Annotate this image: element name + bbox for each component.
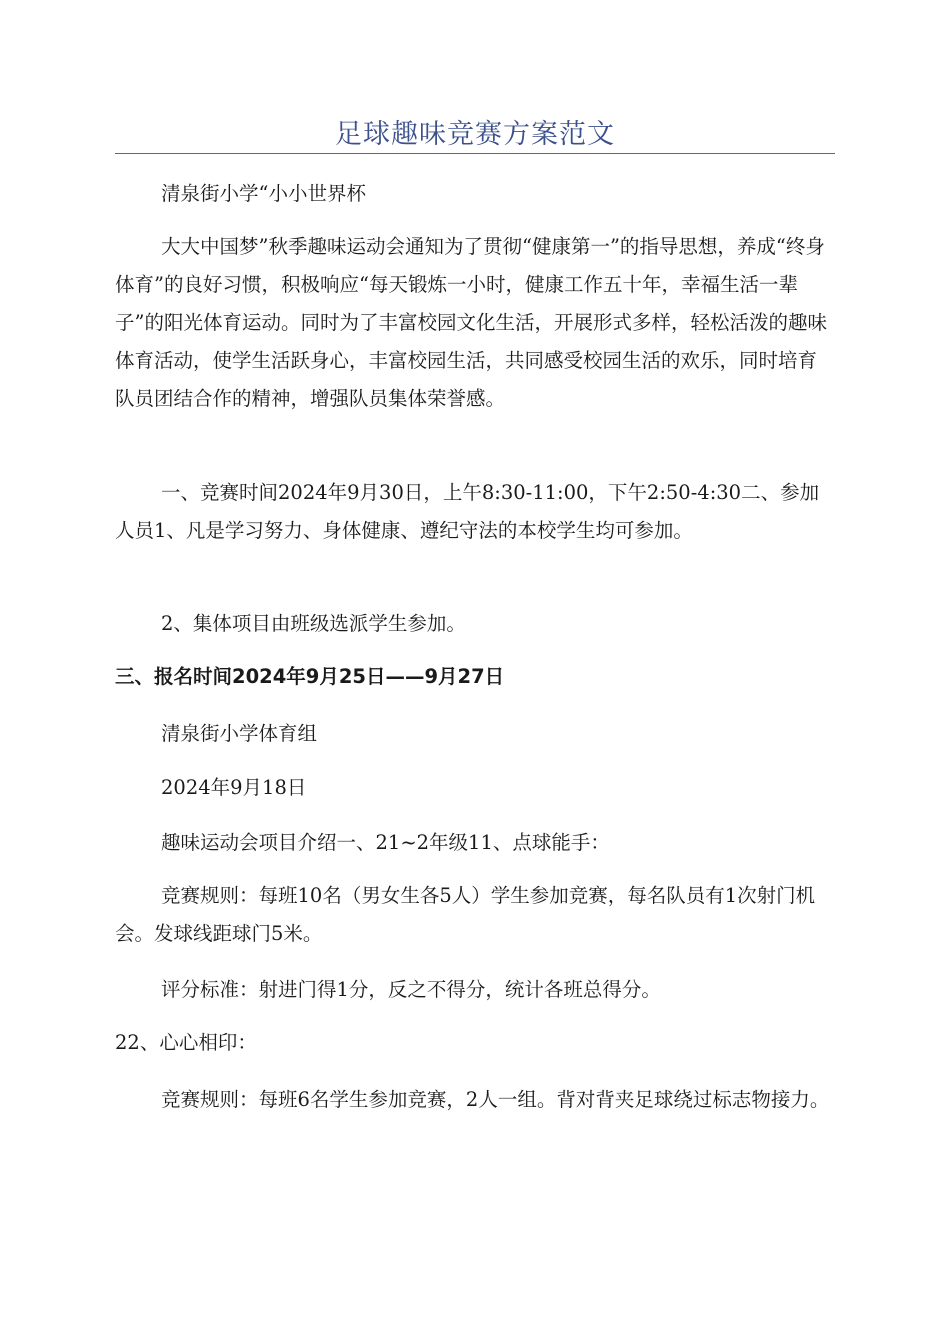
paragraph-notice: 大大中国梦”秋季趣味运动会通知为了贯彻“健康第一”的指导思想，养成“终身体育”的良好习惯，积极响应“每天锻炼一小时，健康工作五十年，幸福生活一辈子”的阳光体育运动。同时为了丰富校园文化生活，开展形式多样，轻松活泼的趣味体育活动，使学生活跃身心，丰富校园生活，共同感受校园生活的欢乐，同时培育队员团结合作的精神，增强队员集体荣誉感。 <box>115 235 827 410</box>
paragraph-items-intro: 趣味运动会项目介绍一、21~2年级11、点球能手： <box>161 831 610 854</box>
heading-registration-time: 三、报名时间2024年9月25日——9月27日 <box>115 665 505 688</box>
paragraph-date: 2024年9月18日 <box>161 776 307 799</box>
paragraph-group-items: 2、集体项目由班级选派学生参加。 <box>161 612 466 635</box>
paragraph-relay-rules: 竞赛规则：每班6名学生参加竞赛，2人一组。背对背夹足球绕过标志物接力。 <box>161 1088 830 1111</box>
paragraph-event-name: 清泉街小学“小小世界杯 <box>161 182 366 205</box>
paragraph-penalty-rules: 竞赛规则：每班10名（男女生各5人）学生参加竞赛，每名队员有1次射门机会。发球线距球门5米。 <box>115 884 816 945</box>
paragraph-time-participants: 一、竞赛时间2024年9月30日，上午8:30-11:00，下午2:50-4:30二、参加人员1、凡是学习努力、身体健康、遵纪守法的本校学生均可参加。 <box>115 481 820 542</box>
heading-heart-to-heart: 22、心心相印： <box>115 1031 257 1054</box>
document-title: 足球趣味竞赛方案范文 <box>335 119 615 150</box>
paragraph-organizer: 清泉街小学体育组 <box>161 722 318 745</box>
title-underline <box>115 153 835 154</box>
paragraph-scoring: 评分标准：射进门得1分，反之不得分，统计各班总得分。 <box>161 978 661 1001</box>
